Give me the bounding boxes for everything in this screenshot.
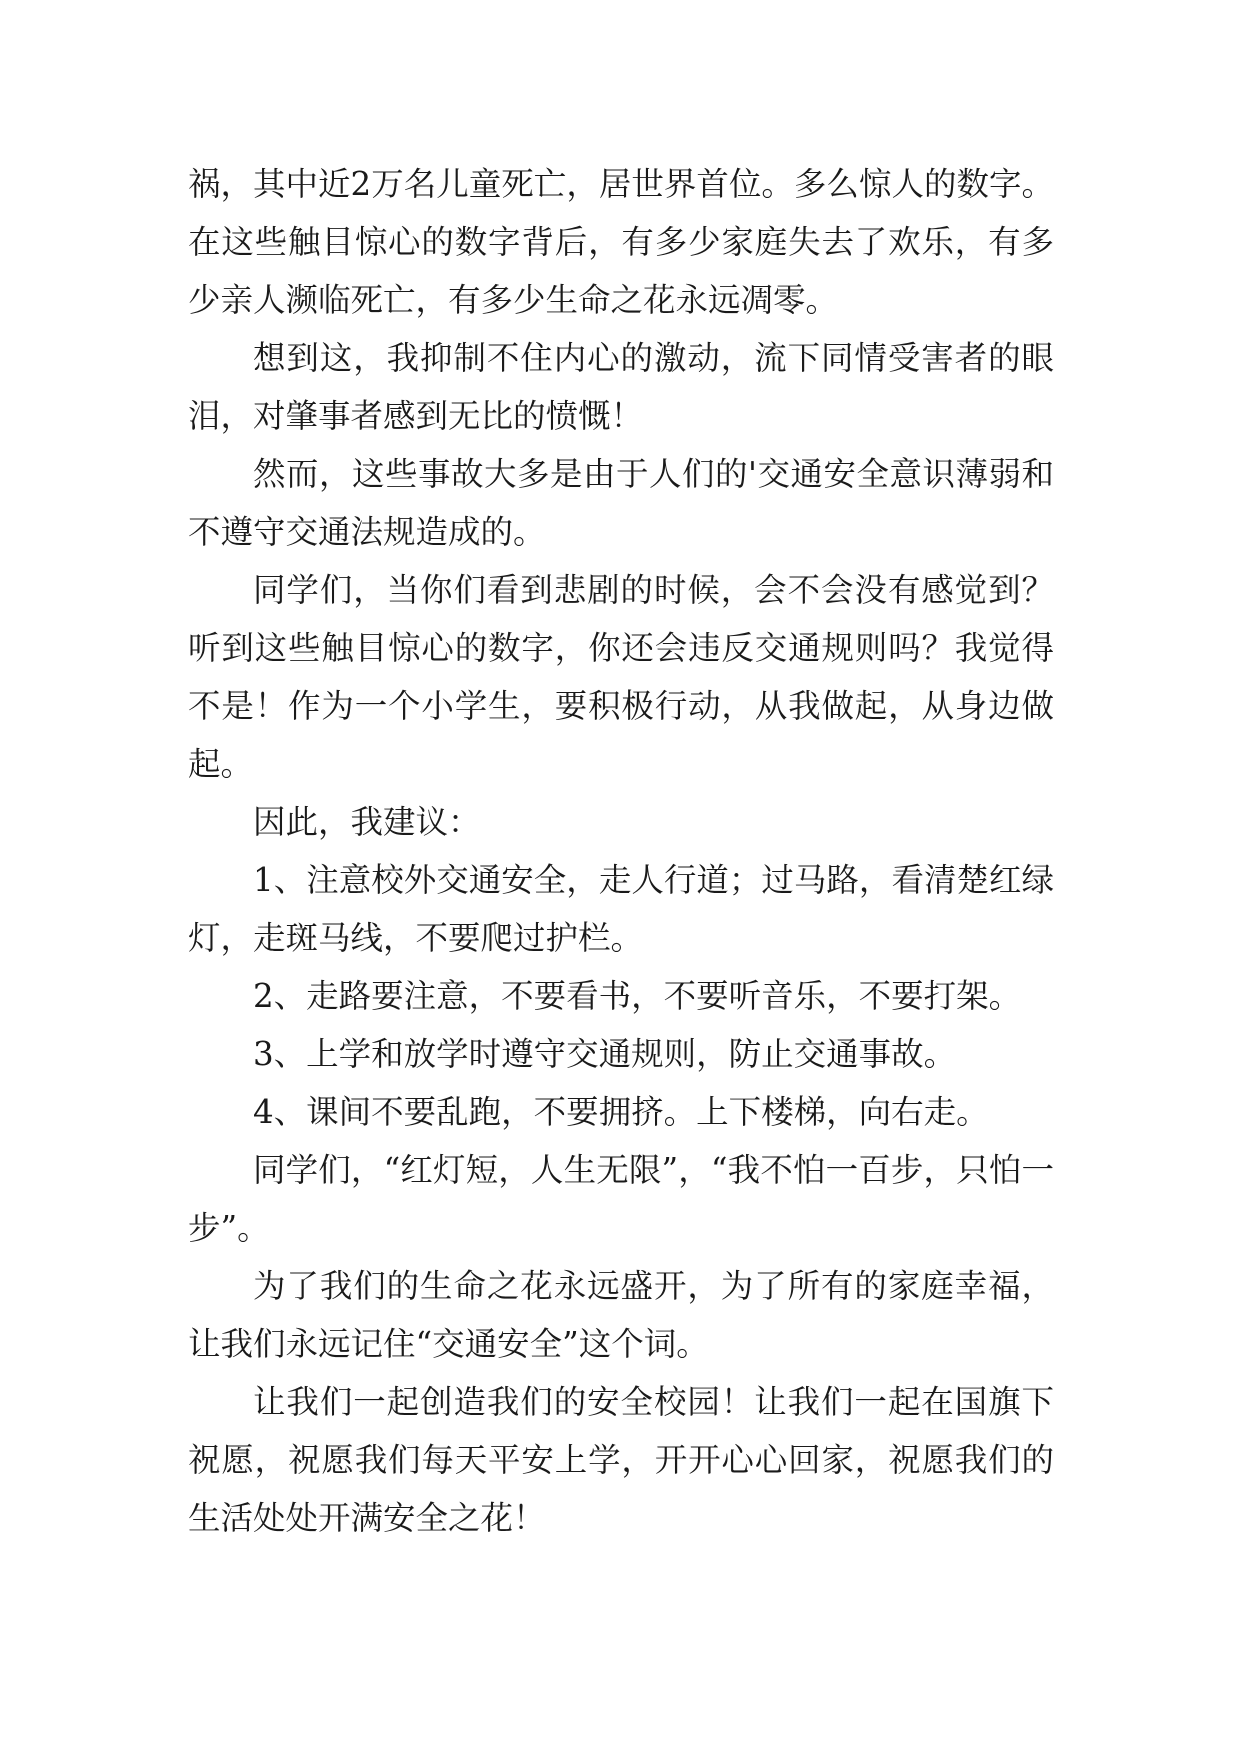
list-item-2: 2、走路要注意，不要看书，不要听音乐，不要打架。	[253, 977, 1022, 1015]
list-item-4: 4、课间不要乱跑，不要拥挤。上下楼梯，向右走。	[253, 1093, 989, 1131]
list-item-1: 1、注意校外交通安全，走人行道；过马路，看清楚红绿灯，走斑马线，不要爬过护栏。	[188, 861, 1054, 957]
list-item-3: 3、上学和放学时遵守交通规则，防止交通事故。	[253, 1035, 957, 1073]
document-body	[188, 155, 1054, 1547]
paragraph: 然而，这些事故大多是由于人们的'交通安全意识薄弱和不遵守交通法规造成的。	[188, 455, 1054, 551]
paragraph-continued: 祸，其中近2万名儿童死亡，居世界首位。多么惊人的数字。在这些触目惊心的数字背后，有多少家庭失去了欢乐，有多少亲人濒临死亡，有多少生命之花永远凋零。	[188, 165, 1054, 319]
paragraph: 同学们，“红灯短，人生无限”，“我不怕一百步，只怕一步”。	[188, 1151, 1054, 1247]
paragraph: 让我们一起创造我们的安全校园！让我们一起在国旗下祝愿，祝愿我们每天平安上学，开开心心回家，祝愿我们的生活处处开满安全之花！	[188, 1383, 1054, 1537]
paragraph: 想到这，我抑制不住内心的激动，流下同情受害者的眼泪，对肇事者感到无比的愤慨！	[188, 339, 1054, 435]
paragraph: 因此，我建议：	[253, 803, 481, 841]
paragraph: 同学们，当你们看到悲剧的时候，会不会没有感觉到？听到这些触目惊心的数字，你还会违反交通规则吗？我觉得不是！作为一个小学生，要积极行动，从我做起，从身边做起。	[188, 571, 1054, 783]
paragraph: 为了我们的生命之花永远盛开，为了所有的家庭幸福，让我们永远记住“交通安全”这个词。	[188, 1267, 1054, 1363]
